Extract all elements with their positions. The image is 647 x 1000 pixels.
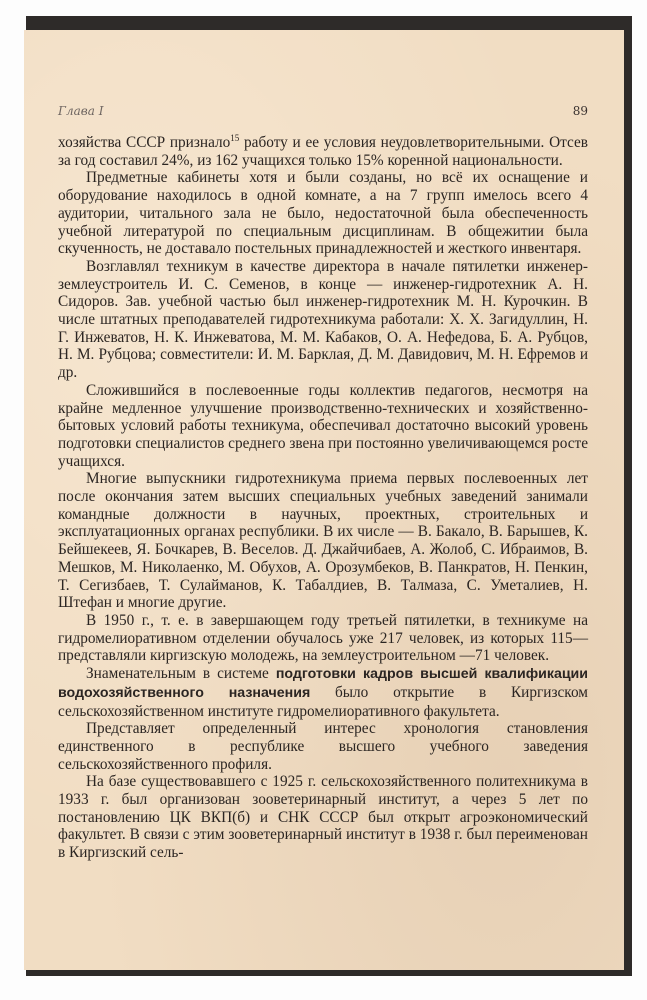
running-header <box>58 104 588 122</box>
paragraph: Сложившийся в послевоенные годы коллектив педагогов, несмотря на крайне медленное улучшение производственно-технических и хозяйственно-бытовых условий работы техникума, обеспечивал достаточно высокий уровень подготовки специалистов среднего звена при постоянно увеличивающемся росте учащихся. <box>58 381 588 470</box>
body-text <box>58 134 588 862</box>
paragraph: Многие выпускники гидротехникума приема первых послевоенных лет после окончания затем высших специальных учебных заведений занимали командные должности в научных, проектных, строительных и эксплуатационных органах республики. В их числе — В. Бакало, В. Барышев, К. Бейшекеев, Я. Бочкарев, В. Веселов. Д. Джайчибаев, А. Жолоб, С. Ибраимов, В. Мешков, М. Николаенко, М. Обухов, А. Орозумбеков, В. Панкратов, Н. Пенкин, Т. Сегизбаев, Т. Сулайманов, К. Табалдиев, В. Талмаза, С. Уметалиев, Н. Штефан и многие другие. <box>58 470 588 612</box>
paragraph: Возглавлял техникум в качестве директора в начале пятилетки инженер-землеустроитель И. С. Семенов, в конце — инженер-гидротехник А. Н. Сидоров. Зав. учебной частью был инженер-гидротехник М. Н. Курочкин. В числе штатных преподавателей гидротехникума работали: Х. Х. Загидуллин, Н. Г. Инжеватов, Н. К. Инжеватова, М. М. Кабаков, О. А. Нефедова, Б. А. Рубцов, Н. М. Рубцова; совместители: И. М. Барклая, Д. М. Давидович, М. Н. Ефремов и др. <box>58 257 588 382</box>
page-number: 89 <box>572 104 588 118</box>
paragraph: На базе существовавшего с 1925 г. сельскохозяйственного политехникума в 1933 г. был организован зооветеринарный институт, а через 5 лет по постановлению ЦК ВКП(б) и СНК СССР был открыт агроэкономический факультет. В связи с этим зооветеринарный институт в 1938 г. был переименован в Киргизский сель- <box>58 773 588 862</box>
paragraph: Представляет определенный интерес хронология становления единственного в республике высшего учебного заведения сельскохозяйственного профиля. <box>58 720 588 773</box>
paragraph: Знаменательным в системе подготовки кадров высшей квалификации водохозяйственного назначения было открытие в Киргизском сельскохозяйственном институте гидромелиоративного факультета. <box>58 665 589 720</box>
book-page <box>24 30 624 970</box>
chapter-title: Глава I <box>58 104 104 118</box>
paragraph-continuation: хозяйства СССР признало$^{15}$ работу и ее условия неудовлетворительными. Отсев за год составил 24%, из 162 учащихся только 15% коренной национальности. <box>58 132 588 169</box>
paragraph: Предметные кабинеты хотя и были созданы, но всё их оснащение и оборудование находилось в одной комнате, а на 7 групп имелось всего 4 аудитории, читального зала не было, недостаточной была обеспеченность учебной литературой по специальным дисциплинам. В общежитии была скученность, не доставало постельных принадлежностей и жесткого инвентаря. <box>58 169 588 258</box>
footnote-marker: 15 <box>230 132 240 143</box>
bold-phrase: подготовки кадров высшей квалификации водохозяйственного назначения <box>58 666 589 701</box>
paragraph: В 1950 г., т. е. в завершающем году третьей пятилетки, в техникуме на гидромелиоративном отделении обучалось уже 217 человек, из которых 115— представляли киргизскую молодежь, на землеустроительном —71 человек. <box>58 611 588 665</box>
